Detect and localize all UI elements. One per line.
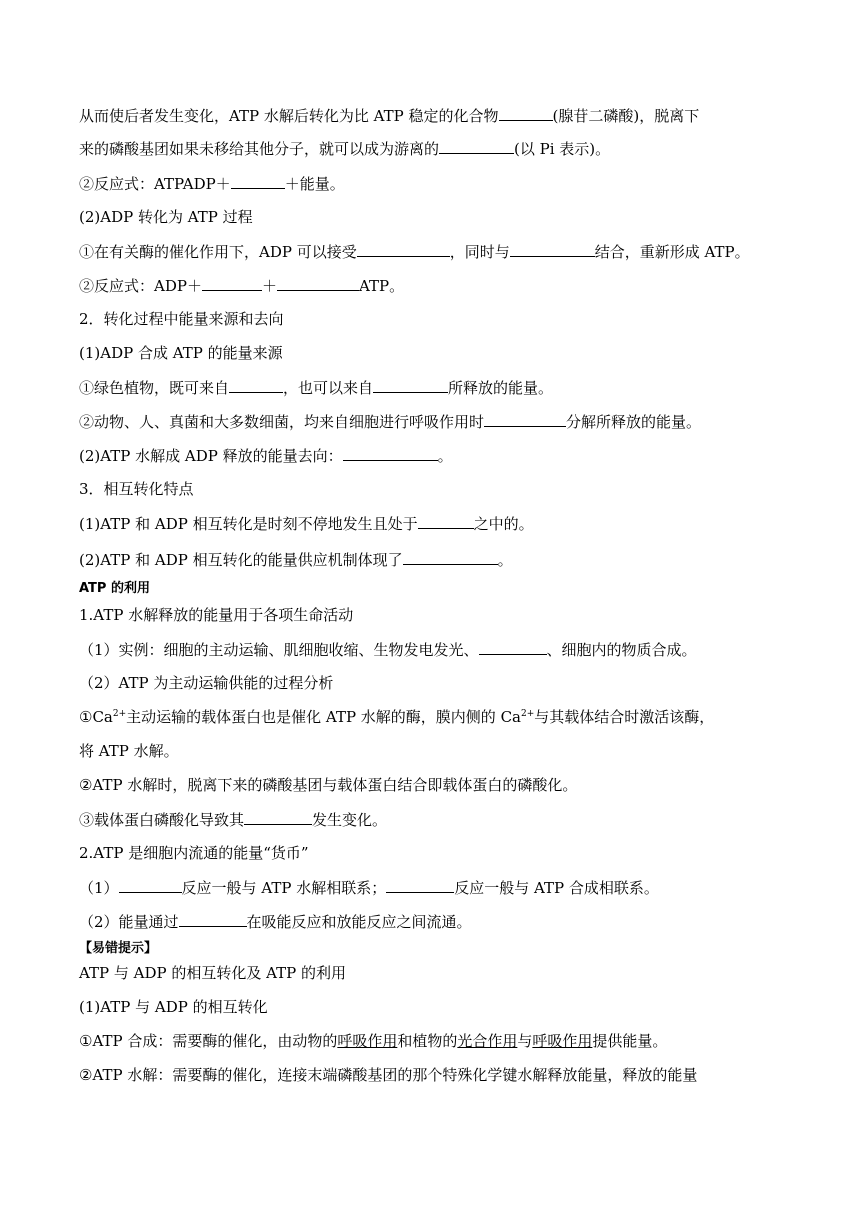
text-line: (1)ADP 合成 ATP 的能量来源 [79, 344, 283, 362]
text: ，也可以来自 [283, 379, 374, 397]
text: 分解所释放的能量。 [566, 413, 702, 431]
fill-blank[interactable] [386, 876, 454, 893]
text: 。 [497, 551, 513, 569]
fill-blank[interactable] [202, 274, 262, 291]
text-line [79, 172, 345, 195]
text-line: (1)ATP 与 ADP 的相互转化 [79, 998, 268, 1016]
fill-blank[interactable] [357, 240, 450, 257]
text: 所释放的能量。 [448, 379, 554, 397]
text-line [79, 444, 453, 467]
text: ATP。 [358, 277, 405, 295]
text: 发生变化。 [312, 811, 388, 829]
text: 。 [437, 447, 453, 465]
text-line: 1.ATP 水解释放的能量用于各项生命活动 [79, 606, 354, 624]
text-line [79, 137, 610, 160]
fill-blank[interactable] [244, 808, 312, 825]
text-line [79, 808, 387, 831]
text: (2)ATP 和 ADP 相互转化的能量供应机制体现了 [79, 551, 403, 569]
text: (腺苷二磷酸)，脱离下 [552, 107, 700, 125]
text: 和植物的 [397, 1032, 458, 1050]
text-line: (2)ADP 转化为 ATP 过程 [79, 208, 253, 226]
text: (以 Pi 表示)。 [514, 140, 611, 158]
text: ②反应式：ADP＋ [79, 277, 202, 295]
fill-blank[interactable] [499, 104, 553, 121]
underlined-term: 光合作用 [457, 1032, 518, 1050]
text-line [79, 548, 513, 571]
text: （1） [79, 879, 119, 897]
text: 主动运输的载体蛋白也是催化 ATP 水解的酶，膜内侧的 Ca [126, 708, 521, 726]
underlined-term: 呼吸作用 [532, 1032, 593, 1050]
text-line [79, 104, 699, 127]
fill-blank[interactable] [418, 512, 474, 529]
underlined-term: 呼吸作用 [337, 1032, 398, 1050]
section-title: ATP 的利用 [79, 581, 150, 596]
text: 来的磷酸基团如果未移给其他分子，就可以成为游离的 [79, 140, 440, 158]
text-line: 将 ATP 水解。 [79, 742, 179, 760]
text-line [79, 274, 404, 297]
text-line [79, 376, 553, 399]
fill-blank[interactable] [343, 444, 438, 461]
text: (2)ATP 水解成 ADP 释放的能量去向： [79, 447, 343, 465]
fill-blank[interactable] [277, 274, 359, 291]
superscript: 2+ [521, 709, 535, 719]
text-line: ATP 与 ADP 的相互转化及 ATP 的利用 [79, 964, 347, 982]
text: ＋能量。 [284, 175, 345, 193]
superscript: 2+ [112, 709, 127, 719]
text: ①绿色植物，既可来自 [79, 379, 230, 397]
fill-blank[interactable] [229, 376, 283, 393]
fill-blank[interactable] [179, 910, 247, 927]
text-line [79, 638, 697, 661]
text-line [79, 512, 534, 535]
text: (1)ATP 和 ADP 相互转化是时刻不停地发生且处于 [79, 515, 418, 533]
fill-blank[interactable] [231, 172, 285, 189]
text: ③载体蛋白磷酸化导致其 [79, 811, 245, 829]
fill-blank[interactable] [373, 376, 448, 393]
section-heading: 2．转化过程中能量来源和去向 [79, 310, 284, 328]
text: ①在有关酶的催化作用下，ADP 可以接受 [79, 243, 357, 261]
text-line: ②ATP 水解时，脱离下来的磷酸基团与载体蛋白结合即载体蛋白的磷酸化。 [79, 776, 578, 794]
text-line: （2）ATP 为主动运输供能的过程分析 [79, 674, 334, 692]
text: ①ATP 合成：需要酶的催化，由动物的 [79, 1032, 338, 1050]
text-line [79, 876, 659, 899]
text: 与 [517, 1032, 533, 1050]
text-line [79, 910, 472, 933]
section-heading: 3．相互转化特点 [79, 480, 194, 498]
text-line [79, 240, 750, 263]
text-line: ②ATP 水解：需要酶的催化，连接末端磷酸基团的那个特殊化学键水解释放能量，释放的能量 [79, 1066, 698, 1084]
text-line: 2.ATP 是细胞内流通的能量“货币” [79, 844, 309, 862]
tip-heading: 【易错提示】 [79, 941, 158, 956]
text: 反应一般与 ATP 水解相联系； [181, 879, 387, 897]
text: （2）能量通过 [79, 913, 179, 931]
text: 结合，重新形成 ATP。 [594, 243, 750, 261]
text-line [79, 410, 701, 433]
text: （1）实例：细胞的主动运输、肌细胞收缩、生物发电发光、 [79, 641, 479, 659]
text: ②反应式：ATPADP＋ [79, 175, 231, 193]
text: 从而使后者发生变化，ATP 水解后转化为比 ATP 稳定的化合物 [79, 107, 499, 125]
text: 之中的。 [473, 515, 534, 533]
fill-blank[interactable] [479, 638, 547, 655]
fill-blank[interactable] [484, 410, 566, 427]
text: ②动物、人、真菌和大多数细菌，均来自细胞进行呼吸作用时 [79, 413, 485, 431]
text: ，同时与 [449, 243, 510, 261]
fill-blank[interactable] [119, 876, 182, 893]
fill-blank[interactable] [510, 240, 595, 257]
text: ①Ca [79, 708, 113, 726]
fill-blank[interactable] [403, 548, 498, 565]
text: 、细胞内的物质合成。 [546, 641, 697, 659]
text: 与其载体结合时激活该酶， [534, 708, 715, 726]
text-line [79, 706, 714, 728]
text: ＋ [261, 277, 277, 295]
text-line [79, 1030, 667, 1052]
text: 在吸能反应和放能反应之间流通。 [246, 913, 472, 931]
text: 提供能量。 [592, 1032, 668, 1050]
text: 反应一般与 ATP 合成相联系。 [454, 879, 659, 897]
fill-blank[interactable] [439, 137, 514, 154]
